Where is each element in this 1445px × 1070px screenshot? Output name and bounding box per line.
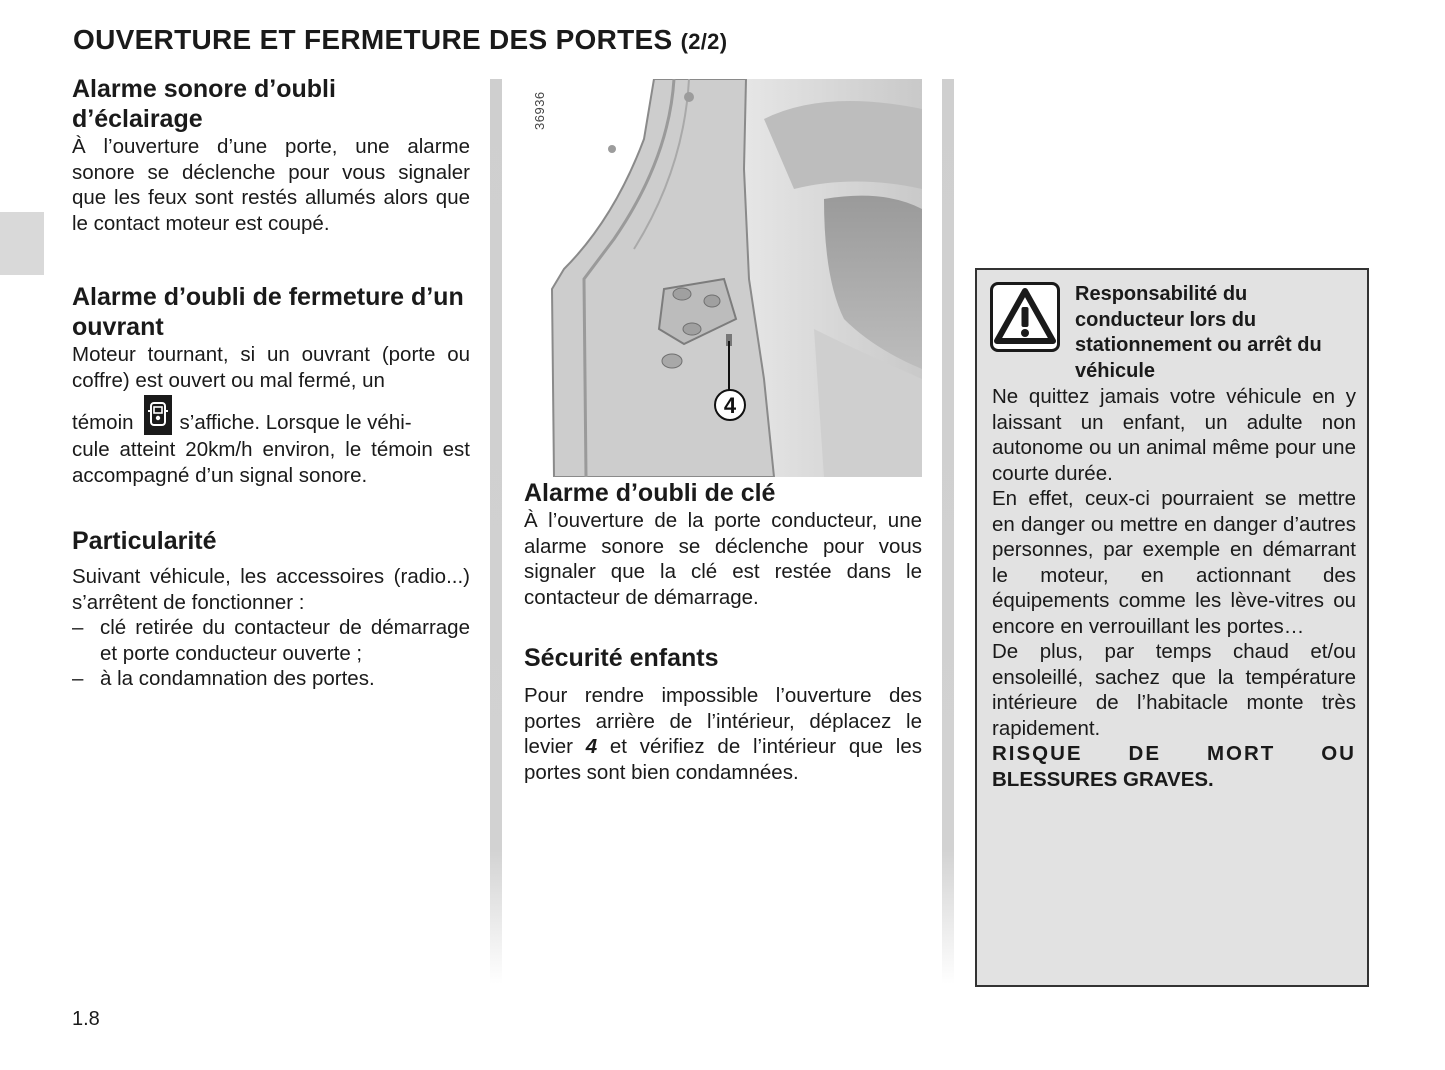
warning-box [975, 268, 1369, 987]
section-title-opening-alarm: Alarme d’oubli de fermeture d’un ouvrant [72, 283, 464, 341]
section-body-child-safety: Pour rendre impossible l’ouverture des portes arrière de l’intérieur, déplacez le levier 4 et vérifiez de l’intérieur que les portes sont bien condamnées. [524, 684, 923, 784]
warning-paragraph: Ne quittez jamais votre véhicule en y laissant un enfant, un adulte non autonome ou un animal même pour une courte durée. [992, 385, 1356, 485]
door-open-warning-icon [144, 395, 172, 435]
callout-label: 4 [723, 393, 737, 418]
left-column [72, 74, 470, 692]
warning-risk-end: BLESSURES GRAVES. [992, 767, 1214, 791]
section-title-key-alarm: Alarme d’oubli de clé [524, 479, 776, 507]
particularity-list [72, 615, 470, 692]
figure-reference: 36936 [532, 91, 547, 130]
middle-column [524, 478, 922, 785]
page-title: OUVERTURE ET FERMETURE DES PORTES (2/2) [73, 24, 728, 55]
column-divider [942, 79, 954, 984]
warning-paragraph: En effet, ceux-ci pourraient se mettre en danger ou mettre en danger d’autres personnes, par exemple en démarrant le moteur, en actionnant des équipements comme les lève-vitres ou encore en verrouillant les portes… [992, 487, 1356, 638]
section-body-opening-alarm-end: cule atteint 20km/h environ, le témoin est accompagné d’un signal sonore. [72, 438, 470, 487]
section-body-lighting-alarm: À l’ouverture d’une porte, une alarme sonore se déclenche pour vous signaler que les feux sont restés allumés alors que le contact moteur est coupé. [72, 135, 470, 235]
section-body-key-alarm: À l’ouverture de la porte conducteur, une alarme sonore se déclenche pour vous signaler que la clé est restée dans le contacteur de démarrage. [524, 509, 922, 609]
page-title-suffix: (2/2) [680, 29, 728, 54]
section-title-child-safety: Sécurité enfants [524, 644, 719, 672]
warning-title: Responsabilité du conducteur lors du stationnement ou arrêt du véhicule [1075, 283, 1322, 382]
list-item: – à la condamnation des portes. [72, 666, 470, 692]
chapter-tab [0, 212, 44, 275]
warning-body [992, 384, 1356, 792]
section-title-lighting-alarm: Alarme sonore d’oubli d’éclairage [72, 75, 336, 133]
warning-paragraph: De plus, par temps chaud et/ou ensoleillé, sachez que la température intérieure de l’habitacle monte très rapidement. [992, 640, 1356, 740]
warning-risk-line: RISQUE DE MORT OU [992, 742, 1356, 765]
section-title-particularity: Particularité [72, 527, 217, 555]
section-body-opening-alarm: Moteur tournant, si un ouvrant (porte ou coffre) est ouvert ou mal fermé, un [72, 343, 470, 392]
lever-reference: 4 [585, 735, 598, 758]
door-lock-drawing [524, 79, 922, 477]
list-item: – clé retirée du contacteur de démarrage et porte conducteur ouverte ; [72, 615, 470, 666]
column-divider [490, 79, 502, 984]
page-number: 1.8 [72, 1008, 100, 1030]
section-body-opening-alarm-line: témoin s’affiche. Lorsque le véhi- [72, 395, 470, 441]
door-lock-illustration [524, 79, 922, 477]
warning-triangle-icon [990, 282, 1060, 352]
section-body-particularity: Suivant véhicule, les accessoires (radio...) s’arrêtent de fonctionner : [72, 565, 470, 614]
